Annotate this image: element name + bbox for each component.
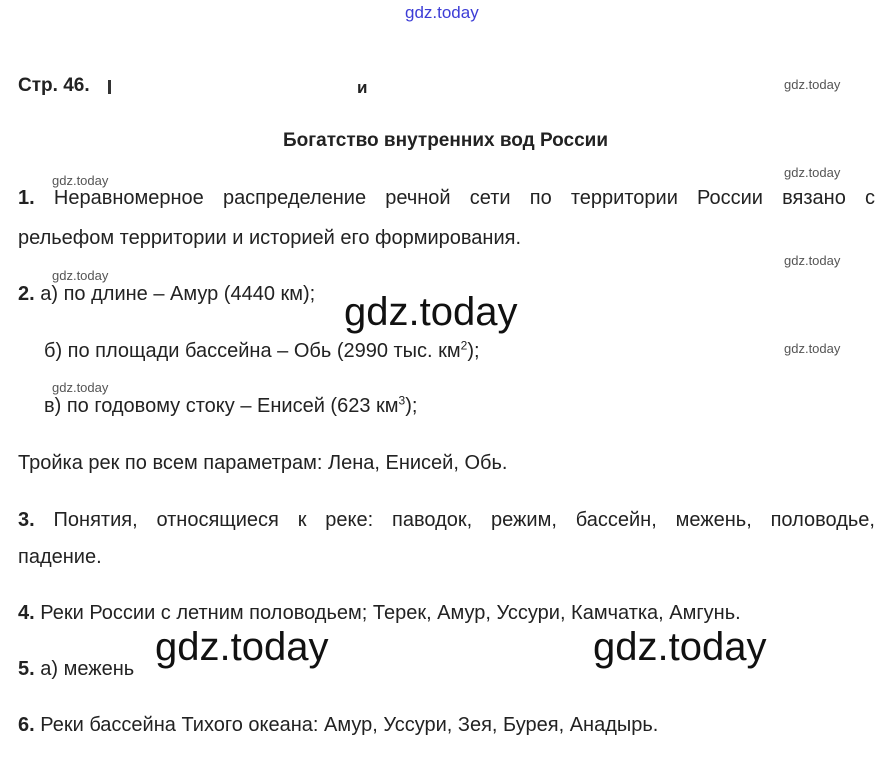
answer-text: Реки бассейна Тихого океана: Амур, Уссури, Зея, Бурея, Анадырь. <box>40 714 659 736</box>
answer-text: Реки России с летним половодьем; Терек, Амур, Уссури, Камчатка, Амгунь. <box>40 602 741 624</box>
answer-2c <box>44 395 417 418</box>
answer-3-cont: падение. <box>18 546 102 568</box>
answer-number: 4. <box>18 602 35 624</box>
watermark: gdz.today <box>52 173 109 188</box>
trio-line: Тройка рек по всем параметрам: Лена, Енисей, Обь. <box>18 452 508 474</box>
answer-text-end: ); <box>467 340 480 362</box>
answer-text-end: ); <box>405 395 418 417</box>
answer-text: Понятия, относящиеся к реке: паводок, режим, бассейн, межень, половодье, <box>53 509 875 531</box>
answer-text: а) межень <box>40 658 135 680</box>
answer-2b <box>44 340 480 363</box>
answer-text: б) по площади бассейна – Обь (2990 тыс. км <box>44 340 461 362</box>
answer-number: 6. <box>18 714 35 736</box>
answer-5 <box>18 658 134 681</box>
answer-text: в) по годовому стоку – Енисей (623 км <box>44 395 399 417</box>
answer-6 <box>18 714 658 737</box>
answer-2a <box>18 283 315 306</box>
answer-number: 3. <box>18 509 35 531</box>
ink-mark <box>108 80 111 94</box>
answer-4 <box>18 602 741 625</box>
watermark-large: gdz.today <box>344 290 518 334</box>
watermark: gdz.today <box>52 380 109 395</box>
watermark: gdz.today <box>784 253 841 268</box>
answer-1 <box>18 187 875 210</box>
watermark: gdz.today <box>784 341 841 356</box>
superscript: 2 <box>460 338 468 353</box>
watermark: gdz.today <box>784 165 841 180</box>
ink-mark: и <box>357 78 368 97</box>
watermark-top: gdz.today <box>405 3 479 22</box>
page-title: Богатство внутренних вод России <box>282 130 609 151</box>
answer-3 <box>18 509 875 532</box>
page-reference: Стр. 46. <box>18 75 90 96</box>
watermark-large: gdz.today <box>593 625 767 669</box>
answer-number: 5. <box>18 658 35 680</box>
watermark: gdz.today <box>52 268 109 283</box>
answer-text: а) по длине – Амур (4440 км); <box>40 283 316 305</box>
answer-number: 1. <box>18 187 35 209</box>
answer-1-cont: рельефом территории и историей его формирования. <box>18 227 521 249</box>
watermark-large: gdz.today <box>155 625 329 669</box>
answer-number: 2. <box>18 283 35 305</box>
superscript: 3 <box>398 393 406 408</box>
watermark: gdz.today <box>784 77 841 92</box>
answer-text: Неравномерное распределение речной сети по территории России вязано с <box>53 187 876 209</box>
